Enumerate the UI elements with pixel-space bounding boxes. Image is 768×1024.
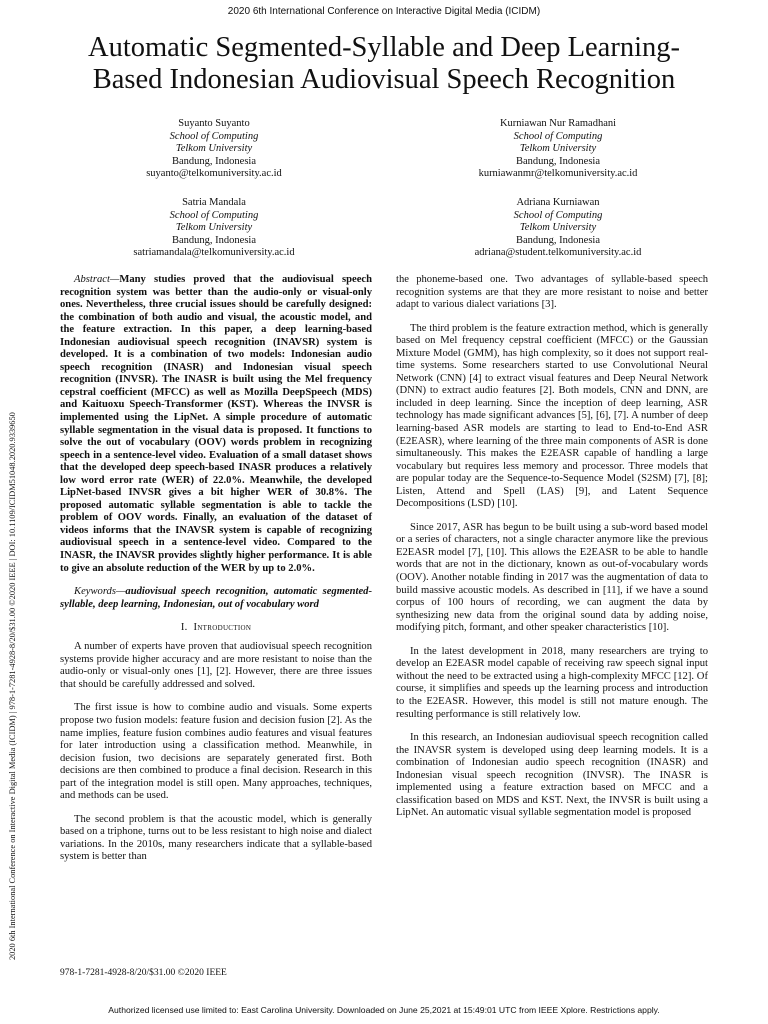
paragraph: Since 2017, ASR has begun to be built using a sub-word based model or a series of characters, not a single character anymore like the previous E2EASR model [7], [10]. This allows the E2EASR to be able to handle words that are not in the dictionary, known as out-of-vocabulary words (OOV). Another notable finding in 2017 was the augmentation of data to build massive acoustic models. As described in [11], if we have a sound corpus of 100 hours of recording, we can augment the data by synthesizing new data from the original sound data by adding noise, modifying pitch, formant, and other speaker characteristics [10]. — [396, 521, 708, 634]
author-email[interactable]: adriana@student.telkomuniversity.ac.id — [474, 247, 642, 259]
author-city: Bandung, Indonesia — [172, 155, 256, 167]
side-doi-note: 2020 6th International Conference on Interactive Digital Media (ICIDM) | 978-1-7281-4928-8/20/$31.00 ©2020 IEEE | DOI: 10.1109/ICIDM51048.2020.9339650 — [8, 412, 17, 960]
paper-title — [30, 32, 738, 96]
left-column — [60, 274, 372, 875]
keywords-text: audiovisual speech recognition, automatic segmented-syllable, deep learning, Indonesian, out of vocabulary word — [60, 586, 372, 610]
footer-identifier: 978-1-7281-4928-8/20/$31.00 ©2020 IEEE — [60, 968, 227, 978]
author-org: Telkom University — [175, 143, 253, 155]
paragraph: The first issue is how to combine audio and visuals. Some experts propose two fusion models: feature fusion and decision fusion [2]. As the name implies, feature fusion combines audio features and visual features for later introduction using a classification method. Meanwhile, in decision fusion, two decisions are separately generated first. Both decisions are then combined to produce a final decision. Research in this part of the integration model is still open. Many approaches, techniques, and methods can be used. — [60, 702, 372, 802]
author-org: Telkom University — [519, 143, 597, 155]
abstract-text: Many studies proved that the audiovisual speech recognition system was better than the audio-only or visual-only ones. Nevertheless, three crucial issues should be carefully designed: the combination of both audio and visual, the acoustic model, and the feature extraction. In this paper, a deep learning-based Indonesian audiovisual speech recognition (INAVSR) system is developed. It is a combination of two models: Indonesian audio speech recognition (INASR) and Indonesian visual speech recognition (INVSR). The INASR is built using the Mel frequency cepstral coefficient (MFCC) as well as Mozilla DeepSpeech (MDS) and Kaituoxu Speech-Transformer (KST). Whereas the INVSR is implemented using the LipNet. A simple procedure of automatic syllable segmentation in the visual data is proposed. It functions to solve the out of vocabulary (OOV) words problem in recognizing speech in a sentence-level video. Evaluation of a small dataset shows that the developed deep speech-based INASR produces a relatively low word error rate (WER) of 22.0%. Meanwhile, the developed LipNet-based INVSR gives a bit higher WER of 30.8%. The proposed automatic syllable segmentation is able to tackle the problem of OOV words. Finally, an evaluation of the dataset of videos informs that the INAVSR system is capable of recognizing audiovisual speech in a sentence-level video. Compared to the INASR, the INAVSR provides slightly higher performance. It is able to give an absolute reduction of the WER by up to 2.0%. — [60, 274, 372, 574]
author-dept: School of Computing — [169, 209, 259, 221]
section-heading — [60, 622, 372, 633]
paragraph: The third problem is the feature extraction method, which is generally based on Mel frequency cepstral coefficient (MFCC) or the Gaussian Mixture Model (GMM), has high complexity, so it does not support real-time systems. Some researchers started to use Convolutional Neural Network (CNN) [4] to extract visual features and Deep Neural Network (DNN) to extract audio features [2]. Both models, CNN and DNN, are included in deep learning. Since the inception of deep learning, ASR technology has made significant advances [5], [6], [7]. A number of deep learning-based ASR models are starting to lead to End-to-End ASR (E2EASR), where learning of the three main components of ASR is done simultaneously. This makes the E2EASR capable of handling a large vocabulary but requires less memory and processor. Three models that are popular today are the Sequence-to-Sequence Model (S2SM) [7], [8]; Listen, Attend and Spell (LAS) [9], and Latent Sequence Decompositions (LSD) [10]. — [396, 322, 708, 510]
keywords — [60, 586, 372, 611]
author-block-3 — [94, 197, 334, 260]
author-email[interactable]: suyanto@telkomuniversity.ac.id — [146, 168, 282, 180]
author-block-4 — [438, 197, 678, 260]
author-dept: School of Computing — [169, 130, 259, 142]
author-block-1 — [94, 118, 334, 181]
author-block-2 — [438, 118, 678, 181]
author-name: Suyanto Suyanto — [178, 118, 250, 129]
license-notice: Authorized licensed use limited to: East Carolina University. Downloaded on June 25,2021 at 15:49:01 UTC from IEEE Xplore. Restrictions apply. — [108, 1005, 660, 1015]
paragraph: the phoneme-based one. Two advantages of syllable-based speech recognition systems are that they are more resistant to noise and better adapt to various dialect variations [3]. — [396, 274, 708, 311]
author-city: Bandung, Indonesia — [172, 234, 256, 246]
title-line-2: Based Indonesian Audiovisual Speech Recognition — [92, 64, 676, 95]
section-title: Introduction — [193, 622, 252, 634]
keywords-lead: Keywords— — [74, 586, 126, 598]
paragraph: In the latest development in 2018, many researchers are trying to develop an E2EASR model capable of receiving raw speech signal input without the need to be extracted using a high-complexity MFCC [12]. Of course, it simplifies and speeds up the learning process and introduction to the E2EASR. However, this model is still not mature enough. The resulting performance is still relatively low. — [396, 645, 708, 720]
author-city: Bandung, Indonesia — [516, 155, 600, 167]
abstract-lead: Abstract— — [74, 274, 120, 285]
paragraph: A number of experts have proven that audiovisual speech recognition systems provide higher accuracy and are more resistant to noise than the audio-only or visual-only ones [1], [2]. However, there are three issues that should be carefully addressed and solved. — [60, 641, 372, 690]
author-dept: School of Computing — [513, 209, 603, 221]
author-email[interactable]: kurniawanmr@telkomuniversity.ac.id — [478, 168, 638, 180]
author-dept: School of Computing — [513, 130, 603, 142]
author-name: Kurniawan Nur Ramadhani — [499, 118, 617, 129]
author-org: Telkom University — [519, 222, 597, 234]
paragraph: The second problem is that the acoustic model, which is generally based on a triphone, turns out to be less resistant to high noise and dialect variations. In the 2010s, many researchers indicate that a syllable-based system is better than — [60, 813, 372, 863]
right-column — [396, 274, 708, 831]
conference-header: 2020 6th International Conference on Interactive Digital Media (ICIDM) — [227, 6, 541, 17]
title-line-1: Automatic Segmented-Syllable and Deep Learning- — [88, 32, 680, 63]
abstract — [60, 274, 372, 575]
section-number: I. — [180, 622, 188, 634]
author-name: Satria Mandala — [182, 197, 246, 208]
author-name: Adriana Kurniawan — [516, 197, 600, 208]
author-city: Bandung, Indonesia — [516, 234, 600, 246]
paragraph: In this research, an Indonesian audiovisual speech recognition called the INAVSR system is developed using deep learning models. It is a combination of Indonesian audio speech recognition (INASR) and Indonesian visual speech recognition (INVSR). The INASR is implemented using a feature extraction based on MFCC and a classification based on MDS and KST. Next, the INVSR is built using a LipNet. An automatic visual syllable segmentation model is proposed — [396, 732, 708, 819]
author-org: Telkom University — [175, 222, 253, 234]
author-email[interactable]: satriamandala@telkomuniversity.ac.id — [133, 247, 295, 259]
